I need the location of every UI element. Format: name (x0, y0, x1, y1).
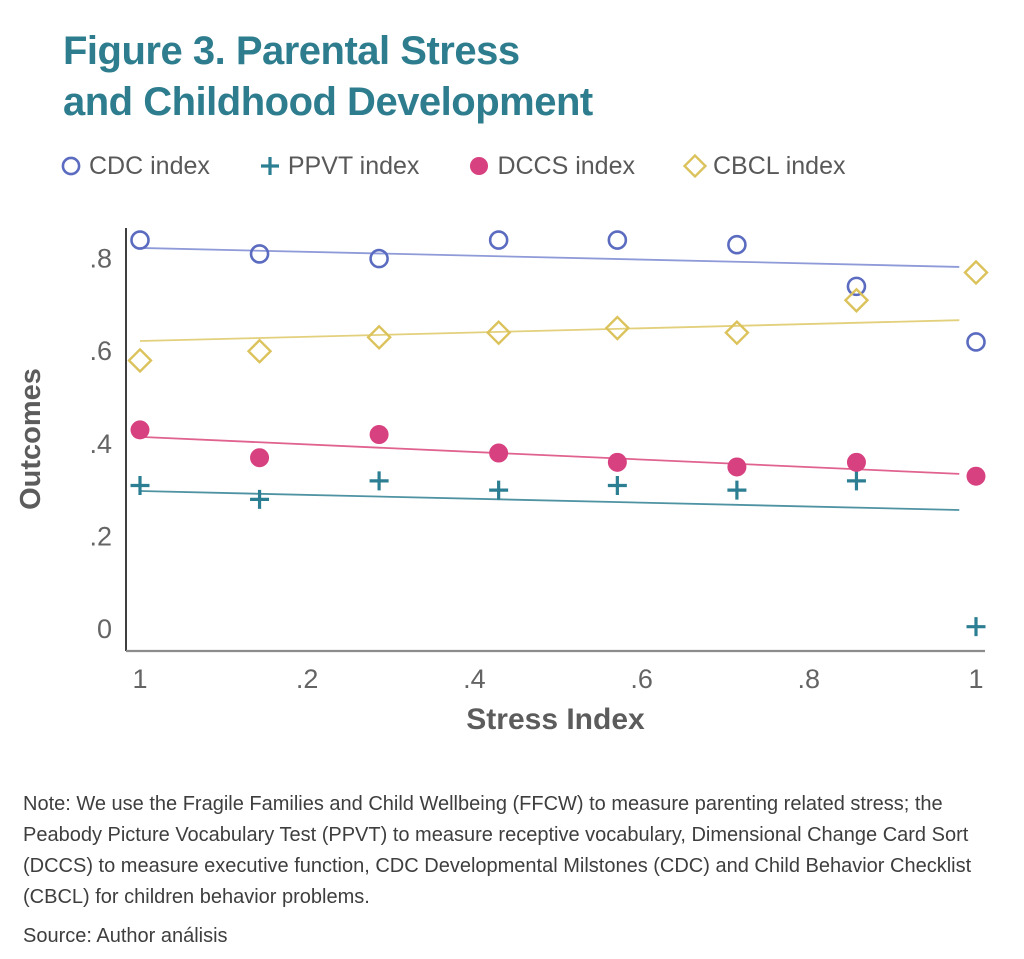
figure-title-line1: Figure 3. Parental Stress (63, 29, 520, 73)
svg-text:.4: .4 (89, 428, 112, 459)
svg-text:Outcomes: Outcomes (15, 367, 47, 510)
svg-text:.8: .8 (797, 663, 821, 694)
svg-text:.6: .6 (630, 663, 653, 694)
filled-circle-icon (465, 152, 493, 180)
svg-text:0: 0 (96, 613, 112, 644)
plus-icon (256, 152, 284, 180)
svg-text:Stress Index: Stress Index (466, 702, 645, 736)
svg-text:1: 1 (968, 663, 984, 694)
figure-title (63, 26, 1024, 128)
svg-text:.8: .8 (89, 243, 112, 274)
svg-text:.2: .2 (89, 520, 112, 551)
legend-item-cdc (57, 152, 210, 181)
scatter-plot (0, 191, 1024, 776)
legend-label-cdc: CDC index (89, 151, 210, 180)
chart-area (0, 191, 1024, 781)
legend-item-cbcl (681, 152, 845, 181)
legend-label-cbcl: CBCL index (713, 151, 846, 180)
figure-title-line2: and Childhood Development (63, 79, 593, 124)
legend-label-ppvt: PPVT index (287, 151, 420, 180)
chart-legend (57, 152, 1024, 181)
svg-text:.2: .2 (295, 663, 319, 694)
source-text: Source: Author análisis (23, 924, 228, 947)
svg-text:.4: .4 (463, 663, 486, 694)
svg-text:.6: .6 (89, 335, 112, 366)
legend-item-ppvt (256, 152, 420, 181)
legend-item-dccs (465, 152, 635, 181)
svg-text:1: 1 (132, 663, 148, 694)
open-diamond-icon (681, 152, 709, 180)
note-text: Note: We use the Fragile Families and Child Wellbeing (FFCW) to measure parenting related stress; the Peabody Picture Vocabulary Test (PPVT) to measure receptive vocabulary, Dimensional Change Card Sort (DCCS) to measure executive function, CDC Developmental Milstones (CDC) and Child Behavior Checklist (CBCL) for children behavior problems. (23, 792, 972, 908)
legend-label-dccs: DCCS index (497, 151, 635, 180)
open-circle-icon (57, 152, 85, 180)
